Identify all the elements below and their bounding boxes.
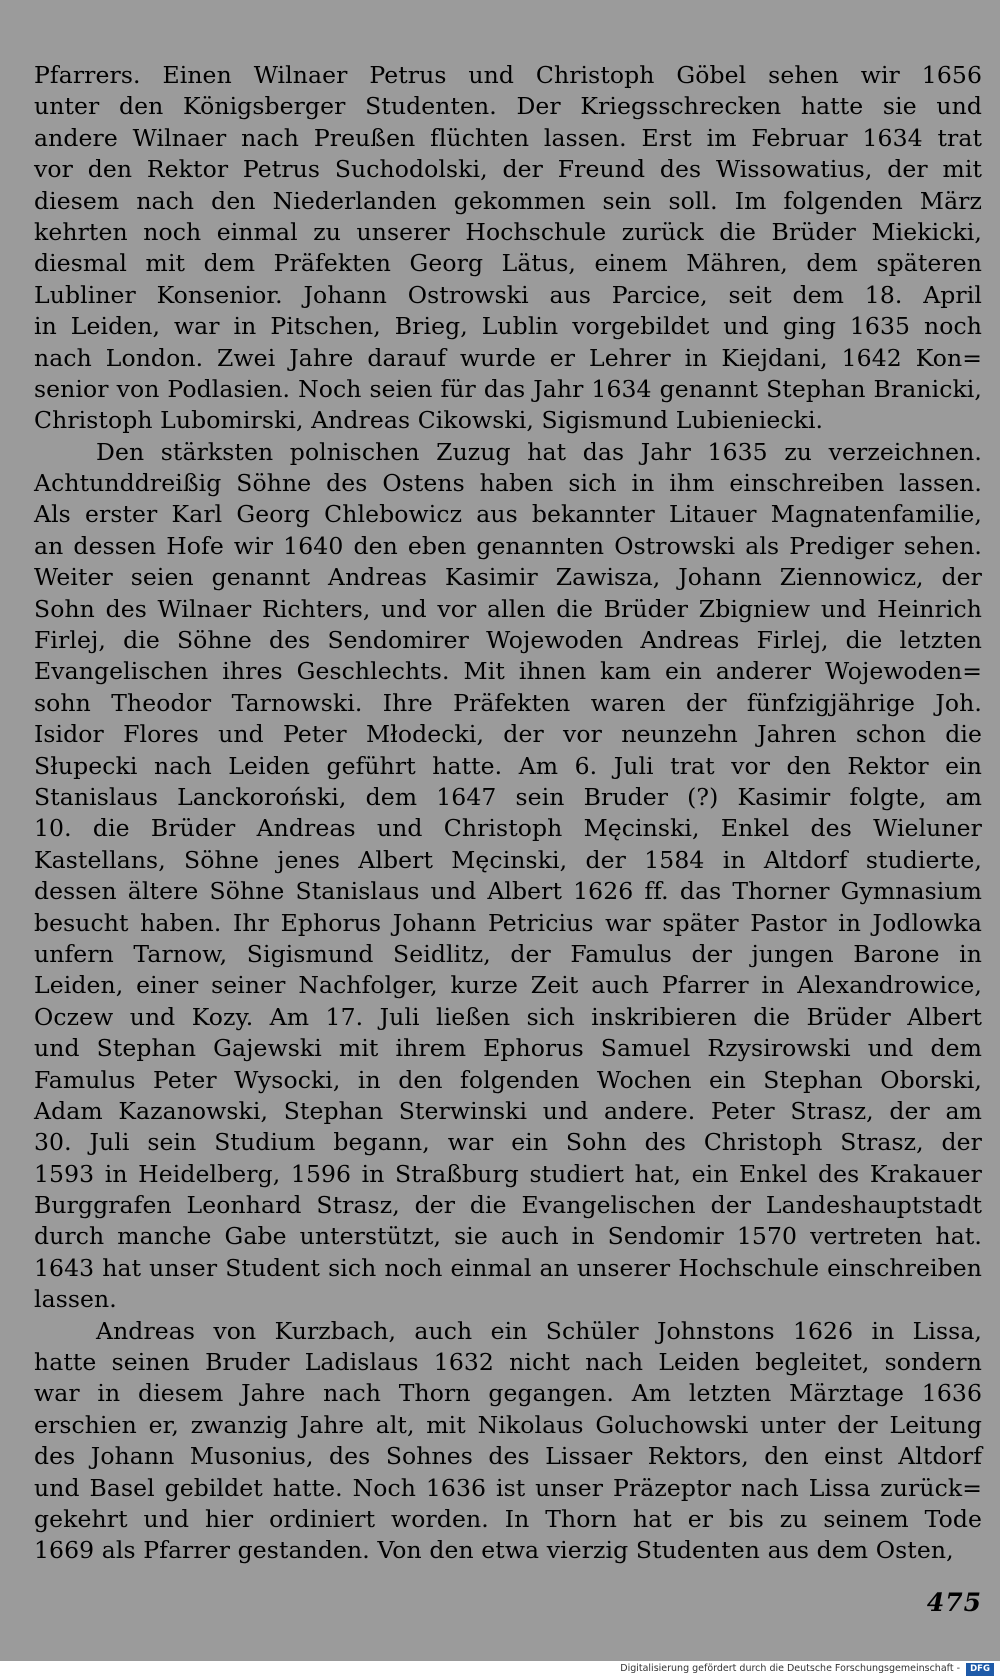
text-line: hatte seinen Bruder Ladislaus 1632 nicht nach Leiden begleitet, sondern [34, 1348, 982, 1377]
text-line: 1643 hat unser Student sich noch einmal an unserer Hochschule einschreiben [34, 1253, 982, 1282]
text-line: Lubliner Konsenior. Johann Ostrowski aus Parcice, seit dem 18. April [34, 280, 982, 309]
paragraph [34, 60, 982, 437]
text-line: Als erster Karl Georg Chlebowicz aus bekannter Litauer Magnatenfamilie, [34, 500, 982, 529]
text-line: Burggrafen Leonhard Strasz, der die Evangelischen der Landeshauptstadt [34, 1191, 982, 1220]
text-line: war in diesem Jahre nach Thorn gegangen. Am letzten Märztage 1636 [34, 1379, 982, 1408]
text-line: Oczew und Kozy. Am 17. Juli ließen sich inskribieren die Brüder Albert [34, 1002, 982, 1031]
text-line: 30. Juli sein Studium begann, war ein Sohn des Christoph Strasz, der [34, 1128, 982, 1157]
text-line: des Johann Musonius, des Sohnes des Lissaer Rektors, den einst Altdorf [34, 1442, 982, 1471]
text-line: gekehrt und hier ordiniert worden. In Thorn hat er bis zu seinem Tode [34, 1504, 982, 1533]
text-line: sohn Theodor Tarnowski. Ihre Präfekten waren der fünfzigjährige Joh. [34, 688, 982, 717]
text-line: in Leiden, war in Pitschen, Brieg, Lublin vorgebildet und ging 1635 noch [34, 312, 982, 341]
text-line: unter den Königsberger Studenten. Der Kriegsschrecken hatte sie und [34, 92, 982, 121]
text-line: 10. die Brüder Andreas und Christoph Męcinski, Enkel des Wieluner [34, 814, 982, 843]
text-line: unfern Tarnow, Sigismund Seidlitz, der Famulus der jungen Barone in [34, 939, 982, 968]
text-line: kehrten noch einmal zu unserer Hochschule zurück die Brüder Miekicki, [34, 217, 982, 246]
text-line: diesmal mit dem Präfekten Georg Lätus, einem Mähren, dem späteren [34, 249, 982, 278]
text-line: und Basel gebildet hatte. Noch 1636 ist unser Präzeptor nach Lissa zurück= [34, 1473, 982, 1502]
text-line: Christoph Lubomirski, Andreas Cikowski, Sigismund Lubieniecki. [34, 406, 824, 435]
text-line: 1669 als Pfarrer gestanden. Von den etwa vierzig Studenten aus dem Osten, [34, 1536, 954, 1565]
text-line: nach London. Zwei Jahre darauf wurde er Lehrer in Kiejdani, 1642 Kon= [34, 343, 982, 372]
text-line: 1593 in Heidelberg, 1596 in Straßburg studiert hat, ein Enkel des Krakauer [34, 1159, 982, 1188]
body-text [34, 60, 982, 1567]
text-line: lassen. [34, 1285, 117, 1314]
page-number: 475 [926, 1588, 982, 1617]
paragraph [34, 437, 982, 1316]
text-line: Den stärksten polnischen Zuzug hat das Jahr 1635 zu verzeichnen. [96, 437, 982, 466]
text-line: Achtunddreißig Söhne des Ostens haben sich in ihm einschreiben lassen. [34, 469, 982, 498]
text-line: senior von Podlasien. Noch seien für das Jahr 1634 genannt Stephan Branicki, [34, 374, 982, 403]
text-line: vor den Rektor Petrus Suchodolski, der Freund des Wissowatius, der mit [34, 155, 982, 184]
text-line: Evangelischen ihres Geschlechts. Mit ihnen kam ein anderer Wojewoden= [34, 657, 982, 686]
text-line: Andreas von Kurzbach, auch ein Schüler Johnstons 1626 in Lissa, [96, 1316, 982, 1345]
text-line: besucht haben. Ihr Ephorus Johann Petricius war später Pastor in Jodlowka [34, 908, 982, 937]
text-line: Leiden, einer seiner Nachfolger, kurze Zeit auch Pfarrer in Alexandrowice, [34, 971, 982, 1000]
text-line: Sohn des Wilnaer Richters, und vor allen die Brüder Zbigniew und Heinrich [34, 594, 982, 623]
text-line: Weiter seien genannt Andreas Kasimir Zawisza, Johann Ziennowicz, der [34, 563, 982, 592]
text-line: erschien er, zwanzig Jahre alt, mit Nikolaus Goluchowski unter der Leitung [34, 1410, 982, 1439]
text-line: dessen ältere Söhne Stanislaus und Albert 1626 ff. das Thorner Gymnasium [34, 877, 982, 906]
text-line: Stanislaus Lanckoroński, dem 1647 sein Bruder (?) Kasimir folgte, am [34, 782, 982, 811]
text-line: Kastellans, Söhne jenes Albert Męcinski, der 1584 in Altdorf studierte, [34, 845, 982, 874]
text-line: andere Wilnaer nach Preußen flüchten lassen. Erst im Februar 1634 trat [34, 123, 982, 152]
text-line: diesem nach den Niederlanden gekommen sein soll. Im folgenden März [34, 186, 982, 215]
text-line: Famulus Peter Wysocki, in den folgenden Wochen ein Stephan Oborski, [34, 1065, 982, 1094]
text-line: durch manche Gabe unterstützt, sie auch in Sendomir 1570 vertreten hat. [34, 1222, 982, 1251]
text-line: Isidor Flores und Peter Młodecki, der vor neunzehn Jahren schon die [34, 720, 982, 749]
text-line: Słupecki nach Leiden geführt hatte. Am 6. Juli trat vor den Rektor ein [34, 751, 982, 780]
footer-credit: Digitalisierung gefördert durch die Deutsche Forschungsgemeinschaft - [620, 1663, 960, 1674]
text-line: Firlej, die Söhne des Sendomirer Wojewoden Andreas Firlej, die letzten [34, 626, 982, 655]
footer-bar [0, 1661, 1000, 1679]
text-line: an dessen Hofe wir 1640 den eben genannten Ostrowski als Prediger sehen. [34, 531, 982, 560]
text-line: Pfarrers. Einen Wilnaer Petrus und Christoph Göbel sehen wir 1656 [34, 61, 982, 89]
dfg-logo-icon: DFG [966, 1663, 994, 1676]
paragraph [34, 1316, 982, 1567]
text-line: und Stephan Gajewski mit ihrem Ephorus Samuel Rzysirowski und dem [34, 1034, 982, 1063]
text-line: Adam Kazanowski, Stephan Sterwinski und andere. Peter Strasz, der am [34, 1096, 982, 1125]
